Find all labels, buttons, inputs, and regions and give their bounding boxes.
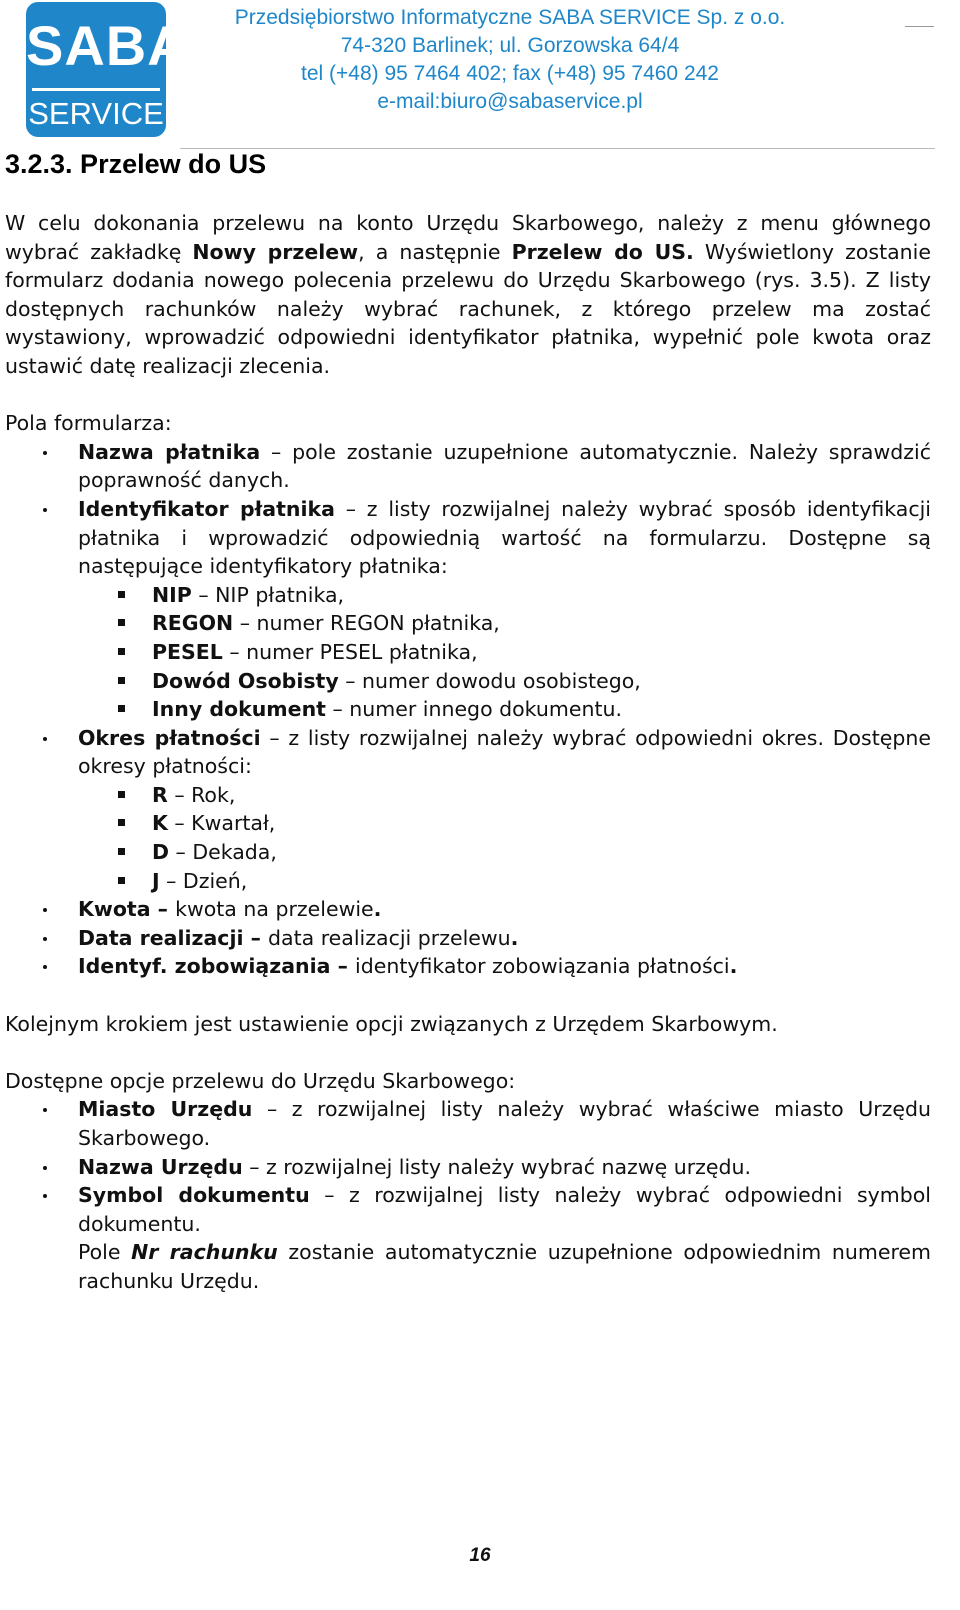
item-desc: – NIP płatnika,: [191, 582, 345, 607]
fields-heading: Pola formularza:: [5, 411, 172, 436]
list-item-nazwa-urzedu: [78, 1153, 931, 1182]
field-name: Data realizacji –: [78, 925, 269, 950]
company-phone: tel (+48) 95 7464 402; fax (+48) 95 7460 242: [301, 62, 719, 85]
item-desc: – Rok,: [167, 782, 236, 807]
option-name: Miasto Urzędu: [78, 1097, 253, 1122]
list-item: [152, 667, 931, 696]
field-end: .: [373, 897, 382, 922]
option-name: Nazwa Urzędu: [78, 1154, 243, 1179]
saba-service-logo: [26, 2, 189, 137]
item-desc: – numer REGON płatnika,: [233, 611, 500, 636]
list-item-identyfikator-platnika: [78, 495, 931, 724]
item-desc: – Dekada,: [169, 840, 277, 865]
intro-text-2: , a następnie: [358, 239, 512, 264]
item-name: R: [152, 782, 168, 807]
identifier-types-list: [78, 581, 931, 724]
field-desc: identyfikator zobowiązania płatności: [355, 954, 730, 979]
intro-text-1: W celu dokonania przelewu na konto Urzędu Skarbowego, należy z menu głównego wybrać zakładkę: [5, 211, 931, 264]
page-number: 16: [469, 1545, 491, 1566]
list-item: [152, 695, 931, 724]
field-name: Okres płatności: [78, 725, 261, 750]
item-desc: – Kwartał,: [167, 811, 276, 836]
logo-text-top: SABA: [26, 14, 189, 77]
list-item: [152, 581, 931, 610]
page-header: [0, 0, 960, 150]
company-address: 74-320 Barlinek; ul. Gorzowska 64/4: [340, 34, 680, 57]
fields-list: [5, 438, 931, 981]
field-name: Nazwa płatnika: [78, 439, 261, 464]
spacer: [5, 981, 931, 1010]
note-text-post: zostanie automatycznie uzupełnione odpowiednim numerem rachunku Urzędu.: [78, 1240, 932, 1293]
company-email: e-mail:biuro@sabaservice.pl: [377, 90, 643, 113]
field-end: .: [510, 925, 519, 950]
list-item-symbol-dokumentu: [78, 1181, 931, 1295]
list-item: [152, 838, 931, 867]
list-item: [152, 781, 931, 810]
note-text-pre: Pole: [78, 1240, 132, 1265]
option-desc: – z rozwijalnej listy należy wybrać nazwę urzędu.: [242, 1154, 752, 1179]
intro-bold-przelew-do-us: Przelew do US.: [511, 239, 694, 264]
intro-paragraph: [5, 209, 931, 381]
list-item: [152, 809, 931, 838]
intro-bold-nowy-przelew: Nowy przelew: [192, 239, 359, 264]
field-name: Identyf. zobowiązania –: [78, 954, 356, 979]
list-item-okres-platnosci: [78, 724, 931, 896]
company-name: Przedsiębiorstwo Informatyczne SABA SERVICE Sp. z o.o.: [234, 6, 786, 29]
field-desc: kwota na przelewie: [175, 897, 374, 922]
item-name: PESEL: [152, 639, 223, 664]
page-content: [5, 145, 931, 1296]
field-desc: – pole zostanie uzupełnione automatycznie. Należy sprawdzić poprawność danych.: [78, 439, 931, 493]
field-desc: – z listy rozwijalnej należy wybrać odpowiedni okres. Dostępne okresy płatności:: [78, 725, 932, 779]
list-item: [152, 867, 931, 896]
list-item-nazwa-platnika: [78, 438, 931, 495]
item-name: NIP: [152, 582, 192, 607]
item-desc: – numer PESEL płatnika,: [222, 639, 478, 664]
item-desc: – numer dowodu osobistego,: [338, 668, 641, 693]
item-name: Dowód Osobisty: [152, 668, 339, 693]
option-name: Symbol dokumentu: [78, 1183, 310, 1208]
item-name: D: [152, 840, 170, 865]
note-field-name: Nr rachunku: [131, 1240, 278, 1265]
field-desc: data realizacji przelewu: [268, 925, 511, 950]
list-item-kwota: [78, 895, 931, 924]
logo-divider: [32, 88, 160, 91]
option-desc: – z rozwijalnej listy należy wybrać odpowiedni symbol dokumentu.: [78, 1183, 931, 1236]
spacer: [5, 381, 931, 410]
list-item-miasto-urzedu: [78, 1095, 931, 1152]
item-name: REGON: [152, 611, 234, 636]
section-title: 3.2.3. Przelew do US: [5, 149, 267, 179]
header-tick-line: [905, 26, 934, 27]
field-desc: – z listy rozwijalnej należy wybrać sposób identyfikacji płatnika i wprowadzić odpowiednią wartość na formularzu. Dostępne są następujące identyfikatory płatnika:: [78, 496, 931, 579]
item-name: J: [152, 868, 160, 893]
list-item: [152, 609, 931, 638]
field-name: Kwota –: [78, 897, 176, 922]
next-step-paragraph: Kolejnym krokiem jest ustawienie opcji związanych z Urzędem Skarbowym.: [5, 1011, 778, 1036]
item-name: Inny dokument: [152, 697, 326, 722]
logo-text-bottom: SERVICE: [28, 96, 164, 131]
option-desc: – z rozwijalnej listy należy wybrać właściwe miasto Urzędu Skarbowego.: [78, 1097, 932, 1150]
payment-periods-list: [78, 781, 931, 895]
item-name: K: [152, 811, 168, 836]
intro-text-3: Wyświetlony zostanie formularz dodania nowego polecenia przelewu do Urzędu Skarbowego (rys. 3.5). Z listy dostępnych rachunków należy wybrać rachunek, z którego przelew ma zostać wystawiony, wprowadzić odpowiedni identyfikator płatnika, wypełnić pole kwota oraz ustawić datę realizacji zlecenia.: [5, 239, 931, 378]
spacer: [5, 1038, 931, 1067]
list-item-data-realizacji: [78, 924, 931, 953]
item-desc: – Dzień,: [159, 868, 248, 893]
list-item: [152, 638, 931, 667]
field-name: Identyfikator płatnika: [78, 496, 336, 521]
company-info: [170, 4, 850, 116]
list-item-identyf-zobowiazania: [78, 952, 931, 981]
field-end: .: [729, 954, 738, 979]
options-list: [5, 1095, 931, 1295]
item-desc: – numer innego dokumentu.: [325, 697, 623, 722]
options-heading: Dostępne opcje przelewu do Urzędu Skarbowego:: [5, 1068, 516, 1093]
